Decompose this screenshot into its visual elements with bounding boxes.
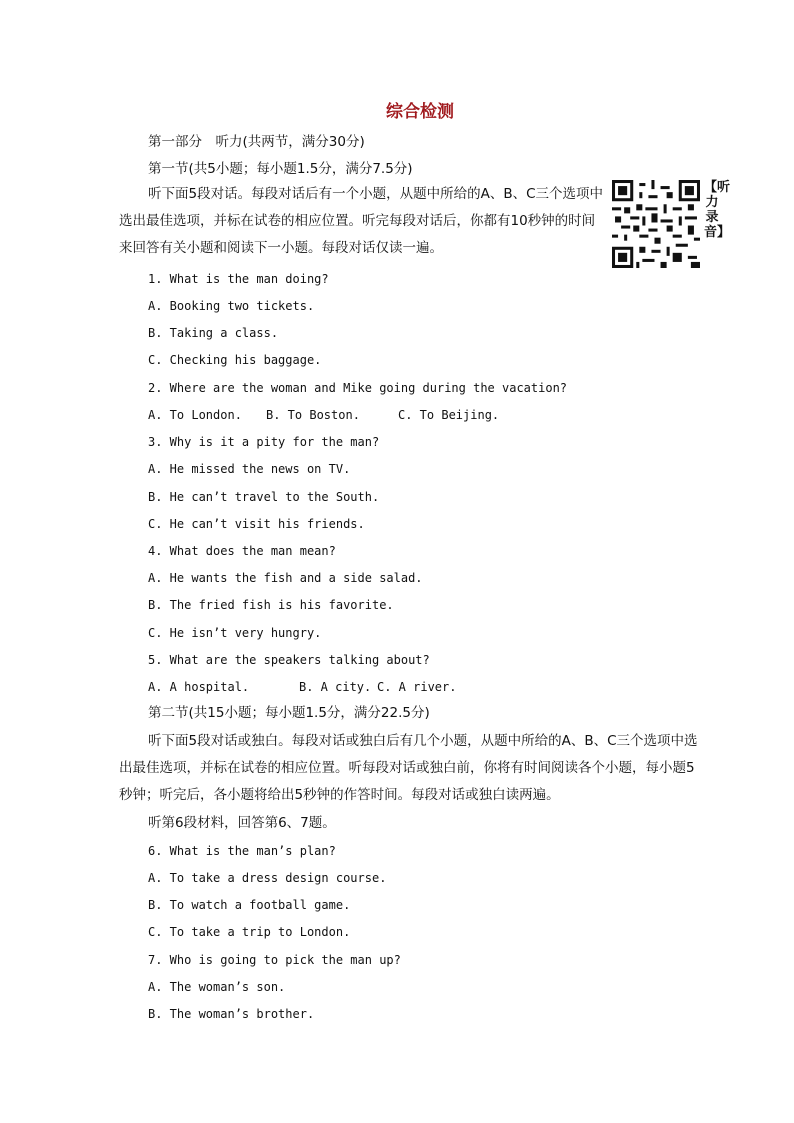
option-5c: C. A river. — [377, 680, 457, 694]
options-2 — [148, 406, 499, 424]
option-2c: C. To Beijing. — [398, 408, 500, 422]
option-5b: B. A city. — [299, 680, 372, 694]
section1-instructions: 听下面5段对话。每段对话后有一个小题，从题中所给的A、B、C三个选项中选出最佳选项，并标在试卷的相应位置。听完每段对话后，你都有10秒钟的时间来回答有关小题和阅读下一小题。每段对话仅读一遍。 — [119, 186, 604, 256]
option-6b: B. To watch a football game. — [148, 898, 351, 912]
section2-heading: 第二节(共15小题；每小题1.5分，满分22.5分) — [148, 705, 430, 721]
option-4b: B. The fried fish is his favorite. — [148, 598, 394, 612]
option-1a: A. Booking two tickets. — [148, 299, 315, 313]
option-3b: B. He can’t travel to the South. — [148, 490, 380, 504]
option-3c: C. He can’t visit his friends. — [148, 517, 365, 531]
listening-audio-label: 【听力录音】 — [704, 180, 731, 240]
option-2b: B. To Boston. — [266, 408, 360, 422]
option-1c: C. Checking his baggage. — [148, 353, 322, 367]
question-6: 6. What is the man’s plan? — [148, 844, 336, 858]
option-7a: A. The woman’s son. — [148, 980, 286, 994]
options-5 — [148, 678, 456, 696]
question-3: 3. Why is it a pity for the man? — [148, 435, 380, 449]
page-title: 综合检测 — [386, 102, 454, 122]
option-4c: C. He isn’t very hungry. — [148, 626, 322, 640]
option-5a: A. A hospital. — [148, 680, 250, 694]
option-2a: A. To London. — [148, 408, 242, 422]
option-6c: C. To take a trip to London. — [148, 925, 351, 939]
question-5: 5. What are the speakers talking about? — [148, 653, 430, 667]
question-2: 2. Where are the woman and Mike going during the vacation? — [148, 381, 568, 395]
qr-code-icon — [612, 180, 700, 268]
option-1b: B. Taking a class. — [148, 326, 279, 340]
option-3a: A. He missed the news on TV. — [148, 462, 351, 476]
question-7: 7. Who is going to pick the man up? — [148, 953, 401, 967]
option-7b: B. The woman’s brother. — [148, 1007, 315, 1021]
question-1: 1. What is the man doing? — [148, 272, 329, 286]
option-6a: A. To take a dress design course. — [148, 871, 387, 885]
question-4: 4. What does the man mean? — [148, 544, 336, 558]
material-6-instruction: 听第6段材料，回答第6、7题。 — [148, 815, 336, 831]
section2-instructions: 听下面5段对话或独白。每段对话或独白后有几个小题，从题中所给的A、B、C三个选项中选出最佳选项，并标在试卷的相应位置。听每段对话或独白前，你将有时间阅读各个小题，每小题5秒钟；听完后，各小题将给出5秒钟的作答时间。每段对话或独白读两遍。 — [119, 733, 698, 803]
section1-heading: 第一节(共5小题；每小题1.5分，满分7.5分) — [148, 161, 413, 177]
part1-heading: 第一部分 听力(共两节，满分30分) — [148, 134, 365, 150]
option-4a: A. He wants the fish and a side salad. — [148, 571, 423, 585]
